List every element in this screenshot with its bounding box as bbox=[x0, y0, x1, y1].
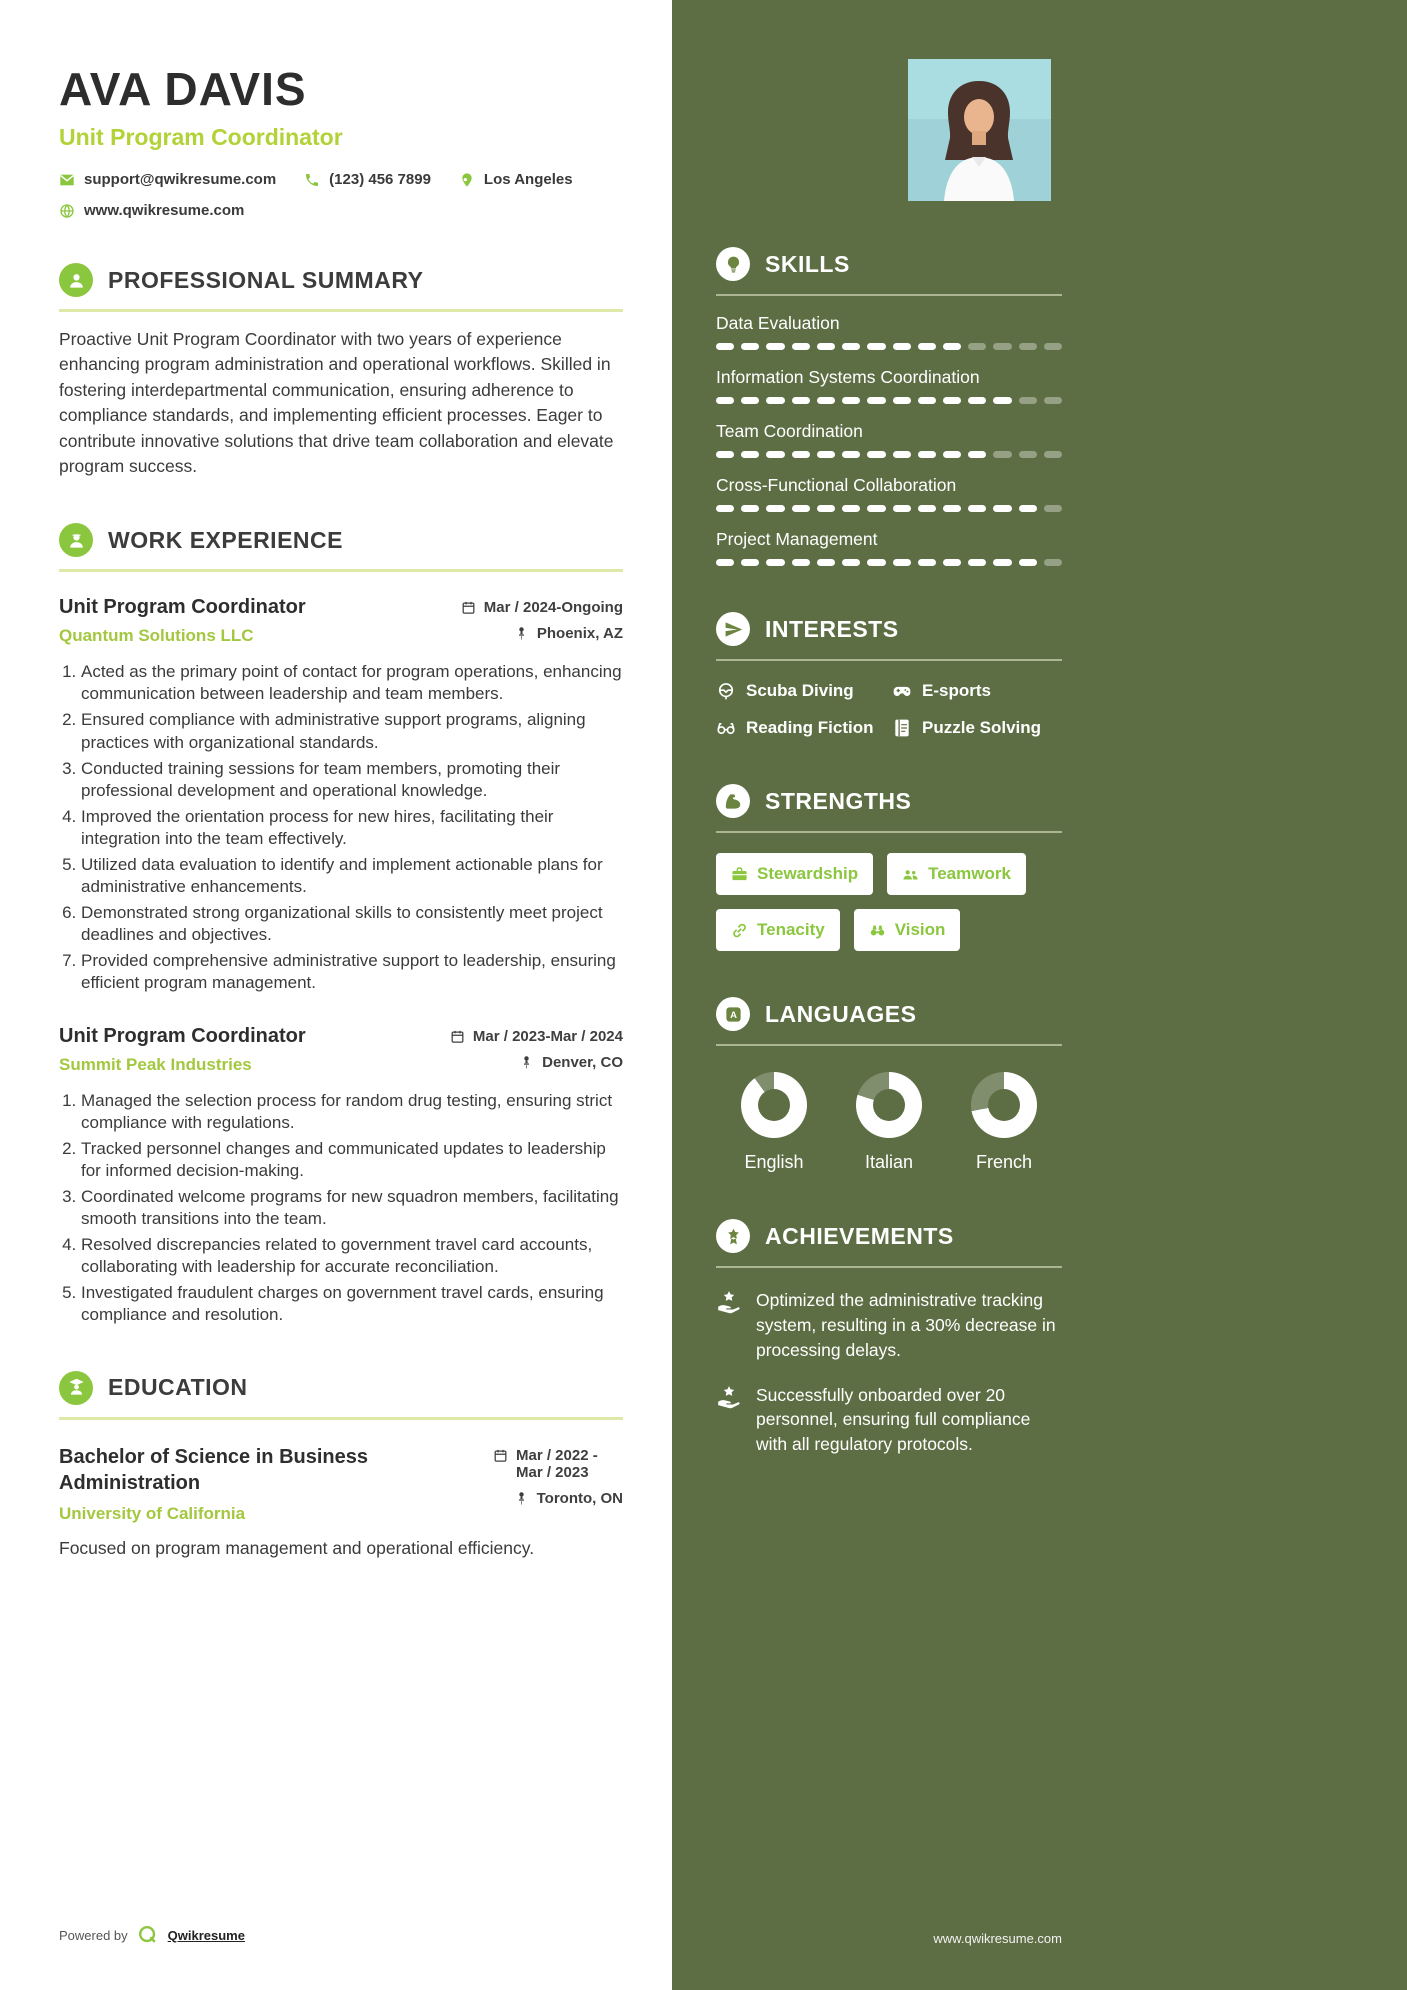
education-section bbox=[59, 1371, 623, 1559]
translate-icon bbox=[716, 997, 750, 1031]
language-donut bbox=[971, 1072, 1037, 1138]
skill-level-dash bbox=[867, 505, 885, 512]
star-ribbon-icon bbox=[716, 1219, 750, 1253]
language-item: English bbox=[728, 1072, 820, 1173]
skill-level-dash bbox=[817, 451, 835, 458]
job-1-dates: Mar / 2024-Ongoing bbox=[461, 599, 623, 616]
work-bullet: 4. Resolved discrepancies related to government travel card accounts, collaborating with leadership for accurate reconciliation. bbox=[81, 1234, 623, 1278]
skill-level-dash bbox=[1019, 505, 1037, 512]
sidebar bbox=[672, 0, 1407, 1990]
languages-section bbox=[716, 997, 1062, 1173]
skill-level-dash bbox=[842, 505, 860, 512]
work-section bbox=[59, 523, 623, 1326]
skill-level-dash bbox=[716, 343, 734, 350]
job-1-location: Phoenix, AZ bbox=[514, 625, 623, 642]
binoculars-icon bbox=[869, 922, 886, 939]
powered-by-label: Powered by bbox=[59, 1927, 128, 1943]
contact-location bbox=[459, 171, 573, 188]
contact-row-2 bbox=[59, 202, 623, 219]
skill-level-dash bbox=[817, 559, 835, 566]
skill-level-dash bbox=[918, 343, 936, 350]
skills-heading: SKILLS bbox=[765, 250, 850, 277]
skill-level-dash bbox=[766, 505, 784, 512]
school-name: University of California bbox=[59, 1503, 246, 1523]
skills-header bbox=[716, 247, 1062, 296]
email-icon bbox=[59, 172, 75, 188]
skill-level-dash bbox=[716, 451, 734, 458]
work-header bbox=[59, 523, 623, 572]
strength-chip: Teamwork bbox=[887, 853, 1026, 895]
skill-level-dash bbox=[792, 397, 810, 404]
skill-level-dash bbox=[893, 397, 911, 404]
skill-level-dash bbox=[993, 343, 1011, 350]
location-value: Los Angeles bbox=[483, 171, 573, 188]
skill-level-dash bbox=[716, 397, 734, 404]
strengths-heading: STRENGTHS bbox=[765, 787, 912, 814]
degree-title: Bachelor of Science in Business Administration bbox=[59, 1445, 368, 1494]
phone-icon bbox=[304, 172, 320, 188]
skill-level-dash bbox=[842, 451, 860, 458]
skill-level-dash bbox=[766, 451, 784, 458]
skill-level-dash bbox=[867, 451, 885, 458]
language-donut bbox=[741, 1072, 807, 1138]
briefcase-icon bbox=[731, 866, 748, 883]
svg-text:A: A bbox=[729, 1009, 737, 1021]
language-item: French bbox=[958, 1072, 1050, 1173]
skill-level-dash bbox=[968, 397, 986, 404]
skill-level-dash bbox=[842, 559, 860, 566]
work-bullet: 5. Investigated fraudulent charges on government travel cards, ensuring compliance and resolution. bbox=[81, 1282, 623, 1326]
job-1-head bbox=[59, 596, 623, 646]
strength-chip: Vision bbox=[854, 909, 961, 951]
pushpin-icon bbox=[519, 1055, 534, 1070]
skill-level-dash bbox=[792, 451, 810, 458]
interest-item: Puzzle Solving bbox=[892, 718, 1062, 738]
achievements-heading: ACHIEVEMENTS bbox=[765, 1222, 954, 1249]
skill-item: Team Coordination bbox=[716, 421, 1062, 458]
interests-header bbox=[716, 612, 1062, 661]
skill-level-dash bbox=[716, 505, 734, 512]
skills-section bbox=[716, 247, 1062, 566]
education-note: Focused on program management and operational efficiency. bbox=[59, 1537, 535, 1558]
main-column bbox=[0, 0, 672, 1990]
calendar-icon bbox=[461, 600, 476, 615]
skill-level-dash bbox=[867, 397, 885, 404]
email-value: support@qwikresume.com bbox=[84, 171, 277, 188]
skill-level-dash bbox=[1044, 559, 1062, 566]
worker-icon bbox=[59, 523, 93, 557]
skill-level-dash bbox=[792, 505, 810, 512]
language-item: Italian bbox=[843, 1072, 935, 1173]
interest-item: Reading Fiction bbox=[716, 718, 892, 738]
skill-level-dash bbox=[968, 451, 986, 458]
education-header bbox=[59, 1371, 623, 1420]
interests-heading: INTERESTS bbox=[765, 615, 899, 642]
skill-level-dash bbox=[918, 451, 936, 458]
work-bullet: 2. Tracked personnel changes and communicated updates to leadership for informed decision-making. bbox=[81, 1138, 623, 1182]
strengths-section bbox=[716, 784, 1062, 951]
skill-level-dash bbox=[817, 397, 835, 404]
puzzle-solving-icon bbox=[892, 718, 912, 738]
esports-icon bbox=[892, 681, 912, 701]
skill-level-dash bbox=[792, 343, 810, 350]
skill-level-bar bbox=[716, 451, 1062, 458]
achievement-item: Successfully onboarded over 20 personnel, ensuring full compliance with all regulatory protocols. bbox=[716, 1383, 1062, 1458]
job-2-dates: Mar / 2023-Mar / 2024 bbox=[450, 1028, 623, 1045]
work-bullet: 1. Managed the selection process for random drug testing, ensuring strict compliance with regulations. bbox=[81, 1090, 623, 1134]
skill-level-dash bbox=[741, 505, 759, 512]
contact-website bbox=[59, 202, 244, 219]
skill-level-bar bbox=[716, 505, 1062, 512]
lightbulb-icon bbox=[716, 247, 750, 281]
job-entry-1 bbox=[59, 596, 623, 994]
job-1-bullets bbox=[59, 661, 623, 994]
qwikresume-link[interactable]: Qwikresume bbox=[167, 1927, 245, 1943]
hand-star-icon bbox=[716, 1290, 742, 1316]
skill-level-dash bbox=[993, 505, 1011, 512]
skill-item: Information Systems Coordination bbox=[716, 367, 1062, 404]
skill-item: Project Management bbox=[716, 529, 1062, 566]
paper-plane-icon bbox=[716, 612, 750, 646]
interest-item: E-sports bbox=[892, 681, 1062, 701]
skill-level-dash bbox=[741, 451, 759, 458]
skill-level-dash bbox=[893, 451, 911, 458]
strength-arm-icon bbox=[716, 784, 750, 818]
skill-level-dash bbox=[1019, 397, 1037, 404]
phone-value: (123) 456 7899 bbox=[329, 171, 431, 188]
skill-level-dash bbox=[716, 559, 734, 566]
pushpin-icon bbox=[514, 1491, 529, 1506]
person-title: Unit Program Coordinator bbox=[59, 124, 343, 150]
link-icon bbox=[731, 922, 748, 939]
job-entry-2 bbox=[59, 1025, 623, 1327]
skill-level-dash bbox=[893, 559, 911, 566]
achievements-header bbox=[716, 1219, 1062, 1268]
skill-level-dash bbox=[943, 343, 961, 350]
education-dates: Mar / 2022 - Mar / 2023 bbox=[493, 1447, 623, 1481]
languages-heading: LANGUAGES bbox=[765, 1000, 917, 1027]
skill-level-dash bbox=[1019, 559, 1037, 566]
footer-branding bbox=[59, 1924, 245, 1946]
education-entry bbox=[59, 1444, 623, 1524]
work-bullet: 3. Coordinated welcome programs for new squadron members, facilitating smooth transitions into the team. bbox=[81, 1186, 623, 1230]
skill-level-dash bbox=[842, 397, 860, 404]
work-bullet: 1. Acted as the primary point of contact for program operations, enhancing communication between leadership and team members. bbox=[81, 661, 623, 705]
skill-level-dash bbox=[867, 559, 885, 566]
skill-level-dash bbox=[943, 559, 961, 566]
people-icon bbox=[902, 866, 919, 883]
skill-level-dash bbox=[918, 559, 936, 566]
skill-level-dash bbox=[1019, 451, 1037, 458]
globe-icon bbox=[59, 203, 75, 219]
education-heading: EDUCATION bbox=[108, 1374, 248, 1400]
job-2-title: Unit Program Coordinator bbox=[59, 1024, 306, 1047]
summary-heading: PROFESSIONAL SUMMARY bbox=[108, 266, 424, 293]
calendar-icon bbox=[493, 1448, 508, 1463]
work-bullet: 3. Conducted training sessions for team members, promoting their professional development and operational knowledge. bbox=[81, 758, 623, 802]
skill-level-dash bbox=[968, 559, 986, 566]
summary-header bbox=[59, 263, 623, 312]
skill-item: Cross-Functional Collaboration bbox=[716, 475, 1062, 512]
skill-level-dash bbox=[1044, 397, 1062, 404]
person-icon bbox=[59, 263, 93, 297]
skill-level-dash bbox=[792, 559, 810, 566]
skill-level-dash bbox=[968, 343, 986, 350]
skill-level-dash bbox=[741, 559, 759, 566]
skill-level-dash bbox=[993, 559, 1011, 566]
job-2-location: Denver, CO bbox=[519, 1054, 623, 1071]
skill-level-dash bbox=[893, 343, 911, 350]
work-bullet: 7. Provided comprehensive administrative support to leadership, ensuring efficient program management. bbox=[81, 950, 623, 994]
graduate-icon bbox=[59, 1371, 93, 1405]
skill-level-dash bbox=[918, 505, 936, 512]
calendar-icon bbox=[450, 1029, 465, 1044]
summary-section bbox=[59, 263, 623, 479]
languages-header bbox=[716, 997, 1062, 1046]
skill-level-dash bbox=[867, 343, 885, 350]
job-2-company: Summit Peak Industries bbox=[59, 1054, 252, 1074]
location-pin-icon bbox=[459, 172, 475, 188]
scuba-diving-icon bbox=[716, 681, 736, 701]
skill-level-dash bbox=[918, 397, 936, 404]
skill-level-dash bbox=[741, 397, 759, 404]
contact-phone bbox=[304, 171, 431, 188]
person-name: AVA DAVIS bbox=[59, 63, 307, 115]
interests-section bbox=[716, 612, 1062, 738]
work-bullet: 6. Demonstrated strong organizational skills to consistently meet project deadlines and objectives. bbox=[81, 902, 623, 946]
skill-level-dash bbox=[968, 505, 986, 512]
language-donut bbox=[856, 1072, 922, 1138]
job-1-title: Unit Program Coordinator bbox=[59, 596, 306, 619]
skill-level-dash bbox=[1044, 505, 1062, 512]
skill-level-bar bbox=[716, 397, 1062, 404]
skill-level-dash bbox=[1044, 343, 1062, 350]
work-bullet: 5. Utilized data evaluation to identify and implement actionable plans for administrative enhancements. bbox=[81, 854, 623, 898]
pushpin-icon bbox=[514, 626, 529, 641]
job-1-company: Quantum Solutions LLC bbox=[59, 626, 254, 646]
interest-item: Scuba Diving bbox=[716, 681, 892, 701]
skill-level-dash bbox=[1019, 343, 1037, 350]
work-bullet: 4. Improved the orientation process for new hires, facilitating their integration into the team effectively. bbox=[81, 806, 623, 850]
contact-email bbox=[59, 171, 276, 188]
skill-level-dash bbox=[993, 451, 1011, 458]
skill-level-dash bbox=[741, 343, 759, 350]
qwikresume-logo-icon bbox=[137, 1924, 159, 1946]
strength-chip: Stewardship bbox=[716, 853, 873, 895]
website-value: www.qwikresume.com bbox=[84, 202, 245, 219]
work-heading: WORK EXPERIENCE bbox=[108, 526, 343, 553]
skill-level-dash bbox=[943, 451, 961, 458]
skill-level-dash bbox=[1044, 451, 1062, 458]
achievements-section bbox=[716, 1219, 1062, 1457]
reading-fiction-icon bbox=[716, 718, 736, 738]
summary-text: Proactive Unit Program Coordinator with two years of experience enhancing program administration and operational workflows. Skilled in fostering interdepartmental communication, ensuring adherence to compliance standards, and implementing efficient processes. Eager to contribute innovative solutions that drive team collaboration and elevate program success. bbox=[59, 329, 614, 476]
skill-level-dash bbox=[766, 397, 784, 404]
contact-row-1 bbox=[59, 171, 623, 188]
skill-item: Data Evaluation bbox=[716, 313, 1062, 350]
strengths-header bbox=[716, 784, 1062, 833]
education-location: Toronto, ON bbox=[514, 1490, 623, 1507]
strength-chip: Tenacity bbox=[716, 909, 840, 951]
footer-website: www.qwikresume.com bbox=[933, 1931, 1062, 1946]
skill-level-bar bbox=[716, 559, 1062, 566]
work-bullet: 2. Ensured compliance with administrative support programs, aligning practices with organizational standards. bbox=[81, 709, 623, 753]
skill-level-dash bbox=[766, 559, 784, 566]
job-2-head bbox=[59, 1025, 623, 1075]
skill-level-dash bbox=[893, 505, 911, 512]
skill-level-dash bbox=[943, 505, 961, 512]
skill-level-bar bbox=[716, 343, 1062, 350]
job-2-bullets bbox=[59, 1090, 623, 1327]
skill-level-dash bbox=[766, 343, 784, 350]
achievement-item: Optimized the administrative tracking system, resulting in a 30% decrease in processing delays. bbox=[716, 1288, 1062, 1363]
skill-level-dash bbox=[817, 343, 835, 350]
skill-level-dash bbox=[842, 343, 860, 350]
skill-level-dash bbox=[993, 397, 1011, 404]
profile-photo bbox=[908, 59, 1051, 201]
skill-level-dash bbox=[943, 397, 961, 404]
skill-level-dash bbox=[817, 505, 835, 512]
hand-star-icon bbox=[716, 1385, 742, 1411]
